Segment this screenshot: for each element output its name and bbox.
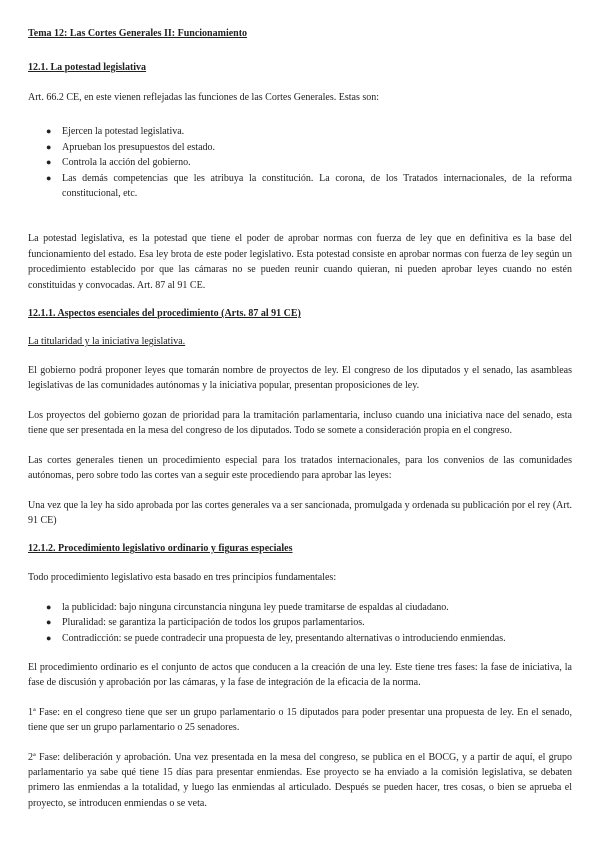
paragraph: Una vez que la ley ha sido aprobada por las cortes generales va a ser sancionada, promulgada y ordenada su publicación por el rey (Art. 91 CE) [28, 499, 572, 526]
paragraph: 1ª Fase: en el congreso tiene que ser un grupo parlamentario o 15 diputados para poder presentar una propuesta de ley. En el senado, tiene que ser un grupo parlamentario o 25 senadores. [28, 706, 572, 734]
bullet-icon: ● [46, 632, 52, 643]
bullet-icon: ● [46, 617, 52, 628]
bullet-icon: ● [46, 157, 52, 168]
paragraph: Las cortes generales tienen un procedimiento especial para los tratados internacionales, para los convenios de las comunidades autónomas, pero sobre todo las cortes van a seguir este procediendo para aprobar las leyes: [28, 454, 572, 482]
bullet-icon: ● [46, 601, 52, 612]
paragraph: El procedimiento ordinario es el conjunto de actos que conducen a la creación de una ley. Este tiene tres fases: la fase de iniciativa, la fase de discusión y aprobación por las cámaras, y la fase de integración de la eficacia de la norma. [28, 661, 572, 689]
subheading: La titularidad y la iniciativa legislativa. [28, 336, 186, 348]
list-item: ● Controla la acción del gobierno. [62, 155, 572, 170]
list-item: ● la publicidad: bajo ninguna circunstancia ninguna ley puede tramitarse de espaldas al ciudadano. [62, 600, 572, 615]
document-title: Tema 12: Las Cortes Generales II: Funcionamiento [28, 28, 248, 39]
paragraph: Los proyectos del gobierno gozan de prioridad para la tramitación parlamentaria, incluso cuando una iniciativa nace del senado, esta tiene que ser presentada en la mesa del congreso de los diputados. Todo se somete a consideración propia en el congreso. [28, 409, 572, 437]
bullet-icon: ● [46, 141, 52, 152]
section-heading-12-1-1: 12.1.1. Aspectos esenciales del procedimiento (Arts. 87 al 91 CE) [28, 308, 301, 320]
document-page [28, 27, 572, 825]
list-item: ● Contradicción: se puede contradecir una propuesta de ley, presentando alternativas o introduciendo enmiendas. [62, 631, 572, 646]
paragraph: La potestad legislativa, es la potestad que tiene el poder de aprobar normas con fuerza de ley que en definitiva es la base del funcionamiento del estado. Esa ley brota de este poder legislativo. Esta potestad consiste en aprobar normas con fuerza de ley según un procedimiento establecido por que las cámaras no se pueden reunir cuando quieran, ni pueden aprobar leyes cuando no estén constituidas y convocadas. Art. 87 al 91 CE. [28, 233, 572, 291]
list-item: ● Ejercen la potestad legislativa. [62, 124, 572, 139]
bullet-icon: ● [46, 126, 52, 137]
principles-list [28, 600, 572, 646]
bullet-icon: ● [46, 172, 52, 183]
functions-list [28, 124, 572, 201]
list-item: ● Pluralidad: se garantiza la participación de todos los grupos parlamentarios. [62, 615, 572, 630]
section-intro: Art. 66.2 CE, en este vienen reflejadas las funciones de las Cortes Generales. Estas son: [28, 92, 380, 103]
section-heading-12-1: 12.1. La potestad legislativa [28, 62, 147, 73]
list-item: ● Las demás competencias que les atribuya la constitución. La corona, de los Tratados internacionales, de la reforma constitucional, etc. [46, 172, 572, 200]
section-intro: Todo procedimiento legislativo esta basado en tres principios fundamentales: [28, 572, 337, 584]
list-item: ● Aprueban los presupuestos del estado. [62, 140, 572, 155]
paragraph: El gobierno podrá proponer leyes que tomarán nombre de proyectos de ley. El congreso de los diputados y el senado, las asambleas legislativas de las comunidades autónomas y la iniciativa popular, presentan proposiciones de ley. [28, 365, 572, 392]
paragraph: 2ª Fase: deliberación y aprobación. Una vez presentada en la mesa del congreso, se publica en el BOCG, y a partir de aquí, el grupo parlamentario ya sabe qué tiene 15 días para presentar enmiendas. Ese proyecto se ha enviado a la comisión legislativa, se debaten primero las enmiendas a la totalidad, y luego las enmiendas al articulado. Después se pueden hacer, tres cosas, o bien se aprueba el proyecto, se introducen enmiendas o se veta. [28, 751, 572, 809]
section-heading-12-1-2: 12.1.2. Procedimiento legislativo ordinario y figuras especiales [28, 543, 293, 555]
